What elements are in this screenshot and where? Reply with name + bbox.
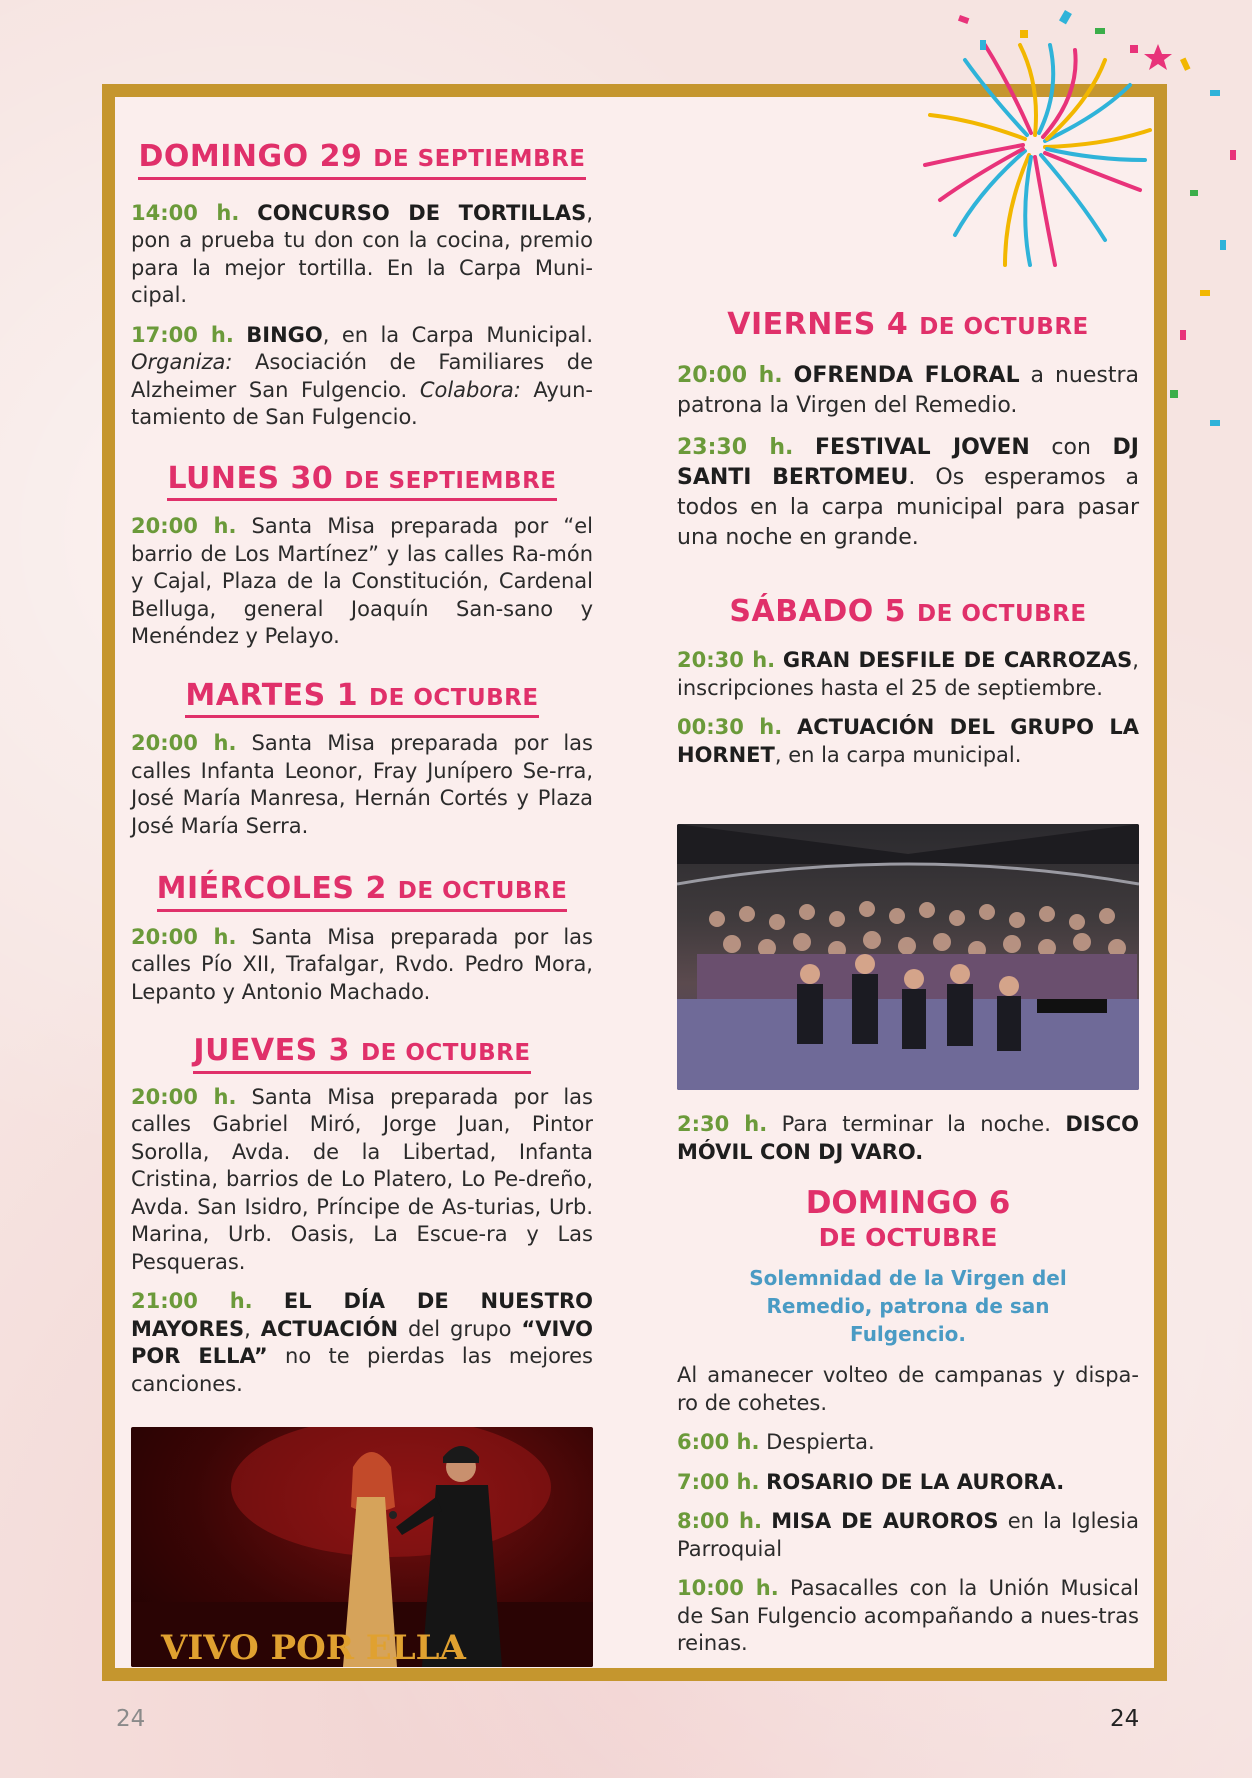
day-heading-sabado-5	[677, 595, 1139, 632]
day-title-line1: DOMINGO 6	[805, 1185, 1011, 1221]
event-title: GRAN DESFILE DE CARROZAS	[782, 648, 1133, 672]
event-text: , en la Carpa Municipal.	[322, 322, 593, 347]
event-festival-joven	[677, 433, 1139, 553]
day-title-big: JUEVES 3	[193, 1033, 351, 1068]
day-title-small: DE OCTUBRE	[361, 1040, 531, 1066]
event-la-hornet	[677, 714, 1139, 769]
event-title: CONCURSO DE TORTILLAS	[257, 200, 587, 225]
event-ofrenda-floral	[677, 361, 1139, 421]
event-text: no te pierdas las mejores canciones.	[131, 1344, 593, 1396]
event-title: FESTIVAL JOVEN	[815, 434, 1030, 460]
day-title-big: MIÉRCOLES 2	[156, 871, 387, 906]
event-time: 20:00 h.	[131, 514, 237, 538]
day-title-small: DE OCTUBRE	[919, 314, 1089, 340]
day-title-small: DE OCTUBRE	[917, 600, 1087, 627]
organiza-label: Organiza:	[131, 350, 233, 374]
photo-crowd-carpa	[677, 824, 1139, 1090]
event-time: 20:00 h.	[677, 362, 783, 388]
event-concurso-tortillas	[131, 200, 593, 310]
event-text: Despierta.	[759, 1430, 875, 1454]
event-time: 20:00 h.	[131, 731, 237, 755]
right-column	[677, 308, 1139, 781]
concert-illustration	[131, 1427, 593, 1667]
event-volteo-campanas	[677, 1362, 1139, 1417]
event-text: Ayun-tamiento de San Fulgencio.	[131, 377, 593, 429]
event-text: ,	[244, 1316, 261, 1341]
day-heading-viernes-4	[677, 308, 1139, 345]
left-column	[131, 140, 593, 1410]
event-time: 23:30 h.	[677, 434, 794, 460]
day-title-big: SÁBADO 5	[729, 593, 907, 629]
event-title: ACTUACIÓN	[260, 1316, 399, 1341]
day-title-small: DE OCTUBRE	[397, 878, 568, 904]
page-number-left: 24	[116, 1706, 146, 1732]
event-time: 6:00 h.	[677, 1430, 760, 1454]
event-text: , inscripciones hasta el 25 de septiembre.	[677, 648, 1139, 700]
day-heading-miercoles-2	[131, 872, 593, 912]
event-text: , pon a prueba tu don con la cocina, premio para la mejor tortilla. En la Carpa Muni-cipal.	[131, 200, 593, 307]
event-time: 00:30 h.	[677, 715, 783, 739]
right-column-lower	[677, 1111, 1139, 1670]
dj-name: DJ SANTI BERTOMEU	[677, 434, 1139, 490]
event-title: ACTUACIÓN DEL GRUPO LA HORNET	[677, 715, 1139, 767]
event-text: con	[1029, 434, 1113, 460]
event-text: Santa Misa preparada por las calles Infanta Leonor, Fray Junípero Se-rra, José María Manresa, Hernán Cortés y Plaza José María Serra.	[131, 731, 593, 838]
event-text: a nuestra patrona la Virgen del Remedio.	[677, 362, 1139, 418]
event-bingo	[131, 322, 593, 432]
day-heading-jueves-3	[131, 1034, 593, 1074]
day-title-big: VIERNES 4	[727, 307, 909, 342]
event-text: Para terminar la noche.	[767, 1112, 1066, 1136]
day-title-small: DE SEPTIEMBRE	[344, 467, 557, 494]
day-title-big: MARTES 1	[185, 677, 359, 713]
event-pasacalles	[677, 1575, 1139, 1658]
event-time: 8:00 h.	[677, 1509, 762, 1533]
event-disco-movil	[677, 1111, 1139, 1166]
event-time: 21:00 h.	[131, 1289, 253, 1313]
event-time: 20:00 h.	[131, 1084, 237, 1109]
event-title: EL DÍA DE NUESTRO MAYORES	[131, 1289, 593, 1341]
event-title: ROSARIO DE LA AURORA.	[766, 1469, 1065, 1494]
photo-vivo-por-ella	[131, 1427, 593, 1667]
event-time: 20:30 h.	[677, 648, 776, 672]
photo-caption: VIVO POR ELLA	[161, 1628, 466, 1667]
day-title-line2: DE OCTUBRE	[818, 1223, 998, 1252]
day-title-small: DE OCTUBRE	[369, 684, 539, 711]
day-subtitle: Solemnidad de la Virgen del Remedio, patrona de san Fulgencio.	[749, 1266, 1067, 1346]
day-heading-martes-1	[131, 679, 593, 719]
event-title: DISCO MÓVIL CON DJ VARO.	[677, 1112, 1139, 1164]
event-text: Santa Misa preparada por las calles Pío XII, Trafalgar, Rvdo. Pedro Mora, Lepanto y Antonio Machado.	[131, 924, 593, 1004]
firework-burst	[925, 45, 1150, 265]
day-title-small: DE SEPTIEMBRE	[373, 146, 586, 172]
event-misa-martes	[131, 730, 593, 840]
page-number-right: 24	[1110, 1706, 1140, 1732]
event-title: OFRENDA FLORAL	[793, 362, 1020, 388]
day-heading-lunes-30	[131, 462, 593, 502]
event-time: 7:00 h.	[677, 1469, 760, 1494]
event-dia-mayores	[131, 1288, 593, 1398]
event-desfile-carrozas	[677, 647, 1139, 702]
day-heading-domingo-6	[677, 1185, 1139, 1252]
day-title-big: DOMINGO 29	[138, 139, 363, 174]
event-title: BINGO	[246, 322, 323, 347]
event-time: 2:30 h.	[677, 1112, 768, 1136]
event-text: Santa Misa preparada por “el barrio de Los Martínez” y las calles Ra-món y Cajal, Plaza de la Constitución, Cardenal Belluga, general Joaquín San-sano y Menéndez y Pelayo.	[131, 514, 593, 648]
crowd-illustration	[677, 824, 1139, 1090]
event-time: 10:00 h.	[677, 1576, 779, 1600]
event-time: 17:00 h.	[131, 322, 234, 347]
event-text: en la Iglesia Parroquial	[677, 1509, 1139, 1561]
event-misa-jueves	[131, 1084, 593, 1277]
event-misa-miercoles	[131, 924, 593, 1007]
event-misa-auroros	[677, 1508, 1139, 1563]
event-text: . Os esperamos a todos en la carpa municipal para pasar una noche en grande.	[677, 464, 1139, 550]
day-heading-domingo-29	[131, 140, 593, 180]
colabora-label: Colabora:	[419, 377, 521, 402]
event-time: 20:00 h.	[131, 924, 237, 949]
event-text: del grupo	[398, 1316, 522, 1341]
event-misa-lunes	[131, 513, 593, 651]
day-title-big: LUNES 30	[167, 460, 334, 496]
event-despierta	[677, 1429, 1139, 1457]
group-name: “VIVO POR ELLA”	[131, 1316, 593, 1368]
event-time: 14:00 h.	[131, 200, 240, 225]
event-text: Pasacalles con la Unión Musical de San Fulgencio acompañando a nues-tras reinas.	[677, 1576, 1139, 1655]
event-rosario-aurora	[677, 1469, 1139, 1497]
event-title: MISA DE AUROROS	[771, 1509, 999, 1533]
event-text: , en la carpa municipal.	[774, 742, 1022, 767]
event-text: Asociación de Familiares de Alzheimer San Fulgencio.	[131, 350, 593, 402]
event-text: Santa Misa preparada por las calles Gabriel Miró, Jorge Juan, Pintor Sorolla, Avda. de la Libertad, Infanta Cristina, barrios de Lo Platero, Lo Pe-dreño, Avda. San Isidro, Príncipe de As-turias, Urb. Marina, Urb. Oasis, La Escue-ra y Las Pesqueras.	[131, 1084, 593, 1274]
event-text: Al amanecer volteo de campanas y dispa-ro de cohetes.	[677, 1363, 1139, 1415]
